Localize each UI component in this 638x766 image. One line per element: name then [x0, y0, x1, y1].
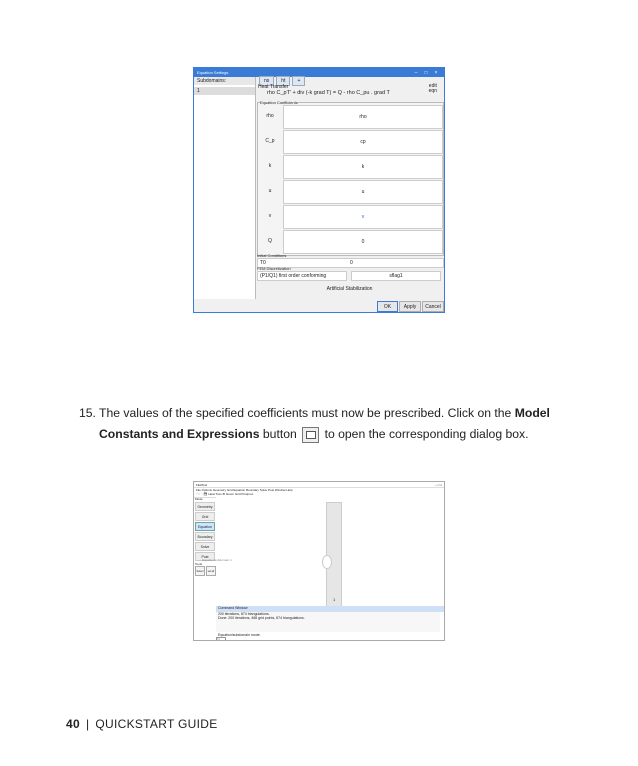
model-constants-icon: [302, 427, 319, 443]
coef-field-k[interactable]: k: [283, 155, 443, 179]
initial-conditions-group: [257, 253, 442, 267]
fem-discretization-group: [257, 266, 442, 282]
maximize-icon[interactable]: □: [424, 69, 428, 76]
tab-ns[interactable]: ns: [259, 76, 274, 86]
page-footer: [66, 717, 218, 731]
ok-button[interactable]: OK: [377, 301, 398, 312]
mini-tools: [194, 566, 216, 576]
modes-label: Mode: [195, 497, 203, 501]
app-toolbar[interactable]: 🗋 🗁 💾 Heat Tran ⚙ Geom Grid Postproc: [194, 492, 444, 498]
coef-field-cp[interactable]: cp: [283, 130, 443, 154]
edit-equation-button[interactable]: [429, 84, 437, 94]
coef-field-u[interactable]: u: [283, 180, 443, 204]
apply-button[interactable]: Apply: [399, 301, 421, 312]
coef-name-rho: rho: [266, 113, 274, 119]
mode-panel: [194, 497, 216, 576]
cmd-log-line-3: Equation/subdomain mode.: [218, 633, 261, 637]
app-title: FEATool: [196, 482, 208, 487]
footer-title: QUICKSTART GUIDE: [95, 717, 218, 731]
fem-select[interactable]: (P1/Q1) first order conforming: [257, 271, 347, 281]
equation-header: [258, 83, 443, 96]
command-window-log: [216, 612, 440, 632]
footer-separator: |: [85, 717, 90, 731]
initial-conditions-caption: Initial Conditions: [257, 253, 287, 258]
tab-ht[interactable]: ht: [276, 76, 290, 86]
mode-post[interactable]: Post: [195, 552, 215, 561]
minimize-icon[interactable]: –: [414, 69, 418, 76]
select-all-button[interactable]: sel all: [206, 566, 216, 576]
geometry-hole: [322, 555, 332, 569]
step-text: [99, 403, 579, 445]
subdomains-label: Subdomains:: [194, 77, 255, 85]
coef-field-v[interactable]: v: [283, 205, 443, 229]
status-hint: Equation/subdomain 1: [202, 558, 232, 562]
coef-name-v: v: [268, 213, 272, 219]
cmd-log-line-2: Done: 200 iterations, 468 grid points, 874 triangulations.: [218, 616, 305, 620]
instruction-step: [79, 403, 579, 445]
cancel-button[interactable]: Cancel: [422, 301, 444, 312]
page-number: 40: [66, 717, 80, 731]
step-number: 15.: [79, 406, 96, 420]
coef-field-q[interactable]: 0: [283, 230, 443, 254]
dialog-title: Equation Settings: [197, 70, 229, 75]
command-prompt-input[interactable]: >>: [216, 637, 226, 641]
edit-label-1: edit: [428, 83, 437, 89]
mode-geometry[interactable]: Geometry: [195, 502, 215, 511]
coefficients-caption: Equation Coefficients: [260, 100, 298, 105]
mode-boundary[interactable]: Boundary: [195, 532, 215, 541]
command-window-header: Command Window: [216, 606, 444, 612]
step-text-after: to open the corresponding dialog box.: [321, 427, 529, 441]
mode-solve[interactable]: Solve: [195, 542, 215, 551]
edit-label-2: eqn: [428, 88, 437, 94]
fem-flag-field[interactable]: sflag1: [351, 271, 441, 281]
equation-formula: rho C_pT' + div (-k grad T) = Q - rho C_pu . grad T: [267, 90, 390, 96]
mode-equation[interactable]: Equation: [195, 522, 215, 531]
cmd-log-line-1: 200 iterations, 874 triangulations.: [218, 612, 270, 616]
close-icon[interactable]: ×: [434, 69, 438, 76]
equation-coefficients-group: [257, 102, 444, 256]
initial-value: 0: [350, 260, 353, 266]
coef-name-cp: C_p: [265, 138, 275, 144]
step-text-before: The values of the specified coefficients must now be prescribed. Click on the: [99, 406, 515, 420]
coef-name-k: k: [268, 163, 272, 169]
app-window-controls[interactable]: – □ ×: [435, 482, 442, 487]
mode-grid[interactable]: Grid: [195, 512, 215, 521]
initial-var-label: T0: [260, 260, 266, 266]
step-text-mid: button: [259, 427, 301, 441]
step-text-bold: Model Constants and Expressions: [99, 406, 550, 441]
dialog-titlebar: [194, 68, 444, 77]
subdomain-item[interactable]: 1: [194, 87, 255, 95]
fem-caption: FEM Discretization: [257, 266, 291, 271]
tools-label: Tools: [195, 562, 203, 566]
tab-add[interactable]: +: [292, 76, 305, 86]
subdomains-panel: [194, 77, 256, 299]
coef-field-rho[interactable]: rho: [283, 105, 443, 129]
select-tool-button[interactable]: Select: [195, 566, 205, 576]
equation-title: Heat Transfer: [258, 84, 289, 90]
app-menubar[interactable]: File Options Geometry Grid Equation Boundary Solve Post Window Help: [196, 488, 293, 492]
featool-app-screenshot: [193, 481, 445, 641]
artificial-stabilization-button[interactable]: Artificial Stabilization: [326, 286, 373, 292]
coef-name-u: u: [268, 188, 272, 194]
coef-name-q: Q: [268, 238, 272, 244]
subdomain-number-label: 1: [333, 597, 336, 602]
